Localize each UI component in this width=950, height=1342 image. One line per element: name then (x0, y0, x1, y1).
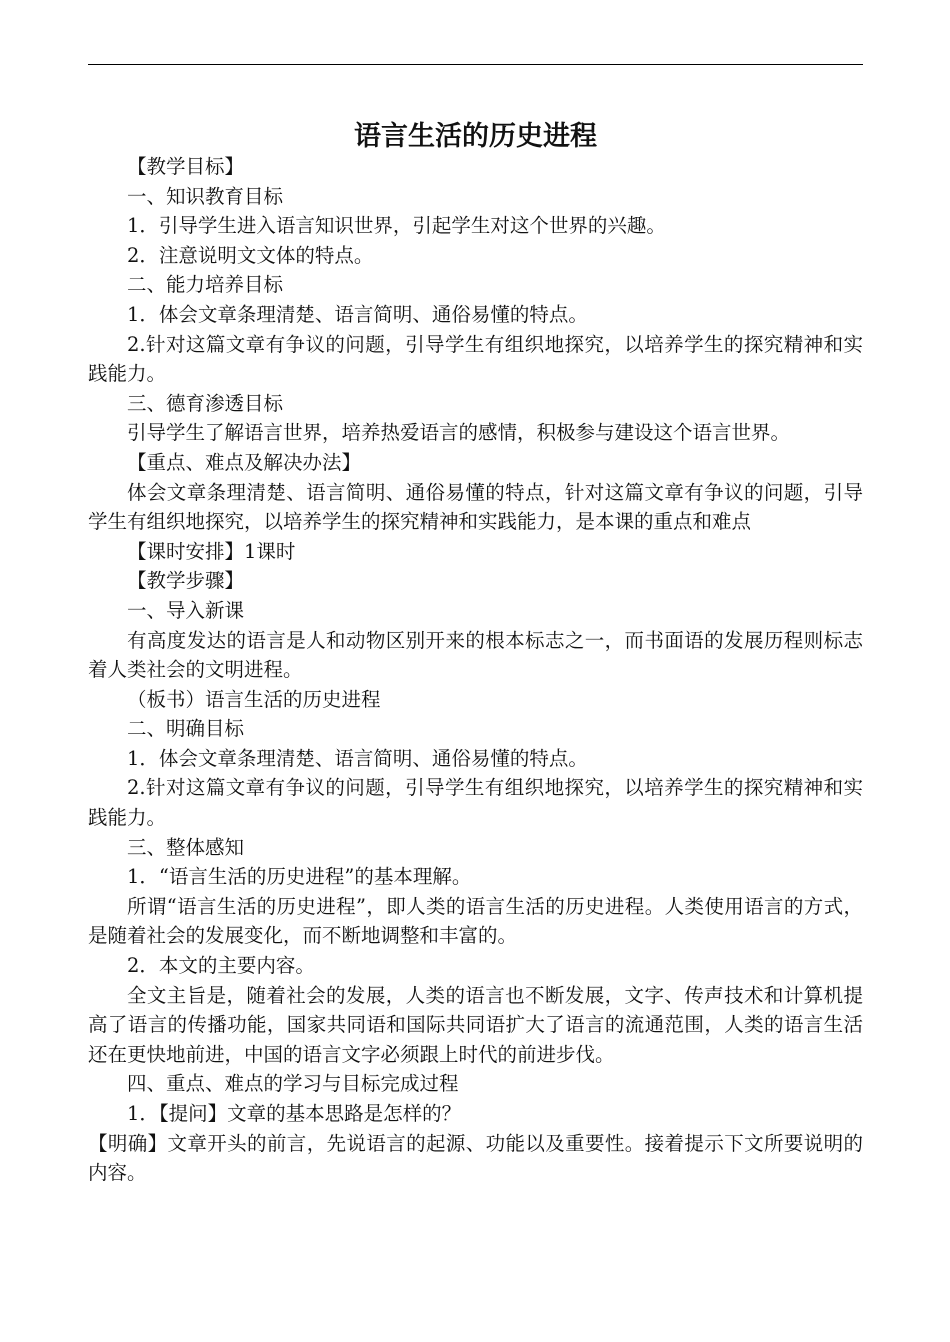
paragraph: 【重点、难点及解决办法】 (127, 450, 362, 474)
paragraph: 2.针对这篇文章有争议的问题，引导学生有组织地探究，以培养学生的探究精神和实践能力。 (88, 332, 863, 386)
paragraph: 三、德育渗透目标 (127, 391, 284, 415)
paragraph: 【课时安排】1课时 (127, 539, 296, 563)
paragraph: 引导学生了解语言世界，培养热爱语言的感情，积极参与建设这个语言世界。 (127, 421, 791, 445)
paragraph: 全文主旨是，随着社会的发展，人类的语言也不断发展，文字、传声技术和计算机提高了语言的传播功能，国家共同语和国际共同语扩大了语言的流通范围，人类的语言生活还在更快地前进，中国的语言文字必须跟上时代的前进步伐。 (88, 983, 863, 1066)
paragraph: 2.针对这篇文章有争议的问题，引导学生有组织地探究，以培养学生的探究精神和实践能力。 (88, 776, 863, 830)
paragraph: 1．“语言生活的历史进程”的基本理解。 (127, 865, 472, 889)
paragraph: 【明确】文章开头的前言，先说语言的起源、功能以及重要性。接着提示下文所要说明的内容。 (88, 1131, 863, 1185)
paragraph: 1．体会文章条理清楚、语言简明、通俗易懂的特点。 (127, 746, 588, 770)
paragraph: 三、整体感知 (127, 835, 245, 859)
paragraph: 四、重点、难点的学习与目标完成过程 (127, 1072, 459, 1096)
paragraph: 有高度发达的语言是人和动物区别开来的根本标志之一，而书面语的发展历程则标志着人类社会的文明进程。 (88, 628, 863, 682)
paragraph: 2．本文的主要内容。 (127, 954, 315, 978)
paragraph: 体会文章条理清楚、语言简明、通俗易懂的特点，针对这篇文章有争议的问题，引导学生有组织地探究，以培养学生的探究精神和实践能力，是本课的重点和难点 (88, 480, 863, 534)
paragraph: 二、能力培养目标 (127, 273, 284, 297)
paragraph: （板书）语言生活的历史进程 (127, 687, 381, 711)
paragraph: 二、明确目标 (127, 717, 245, 741)
document-body (88, 152, 863, 1188)
document-title: 语言生活的历史进程 (354, 121, 597, 152)
paragraph: 一、知识教育目标 (127, 184, 284, 208)
paragraph: 一、导入新课 (127, 598, 245, 622)
paragraph: 1．引导学生进入语言知识世界，引起学生对这个世界的兴趣。 (127, 214, 666, 238)
paragraph: 【教学步骤】 (127, 569, 245, 593)
paragraph: 2．注意说明文文体的特点。 (127, 243, 374, 267)
paragraph: 1．【提问】文章的基本思路是怎样的？ (127, 1102, 462, 1125)
header-rule (88, 64, 863, 65)
paragraph: 所谓“语言生活的历史进程”，即人类的语言生活的历史进程。人类使用语言的方式，是随着社会的发展变化，而不断地调整和丰富的。 (88, 894, 863, 948)
paragraph: 1．体会文章条理清楚、语言简明、通俗易懂的特点。 (127, 302, 588, 326)
paragraph: 【教学目标】 (127, 155, 245, 178)
